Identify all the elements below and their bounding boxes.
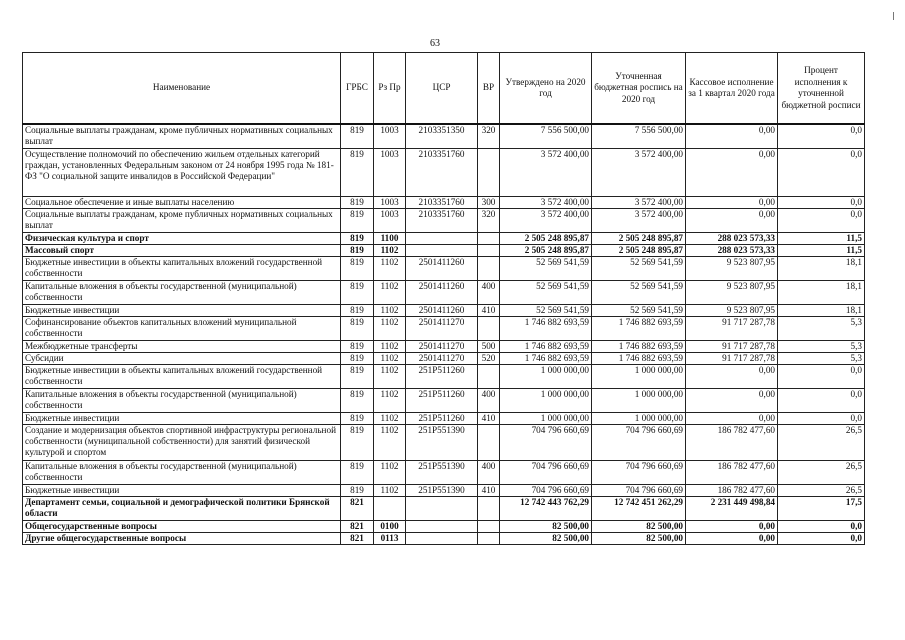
cell-rzpr: 1003 bbox=[374, 149, 406, 197]
cell-percent: 11,5 bbox=[778, 233, 865, 245]
cell-refined: 3 572 400,00 bbox=[592, 149, 686, 197]
cell-percent: 0,0 bbox=[778, 389, 865, 413]
cell-approved: 2 505 248 895,87 bbox=[500, 233, 592, 245]
cell-grbs: 819 bbox=[341, 209, 374, 233]
cell-rzpr: 1102 bbox=[374, 317, 406, 341]
cell-rzpr: 1102 bbox=[374, 281, 406, 305]
cell-cash: 0,00 bbox=[686, 149, 778, 197]
cell-vr bbox=[478, 257, 500, 281]
cell-name: Бюджетные инвестиции bbox=[23, 305, 341, 317]
cell-csr: 2501411270 bbox=[406, 353, 478, 365]
cell-name: Бюджетные инвестиции в объекты капитальных вложений государственной собственности bbox=[23, 365, 341, 389]
cell-percent: 18,1 bbox=[778, 257, 865, 281]
table-row bbox=[23, 485, 865, 497]
cell-refined: 1 746 882 693,59 bbox=[592, 353, 686, 365]
cell-percent: 0,0 bbox=[778, 521, 865, 533]
table-row bbox=[23, 365, 865, 389]
cell-rzpr: 1003 bbox=[374, 124, 406, 149]
cell-approved: 1 746 882 693,59 bbox=[500, 353, 592, 365]
cell-refined: 82 500,00 bbox=[592, 521, 686, 533]
cell-csr bbox=[406, 497, 478, 521]
cell-grbs: 819 bbox=[341, 257, 374, 281]
cell-name: Межбюджетные трансферты bbox=[23, 341, 341, 353]
table-row bbox=[23, 521, 865, 533]
cell-name: Софинансирование объектов капитальных вложений муниципальной собственности bbox=[23, 317, 341, 341]
cell-grbs: 819 bbox=[341, 149, 374, 197]
cell-percent: 5,3 bbox=[778, 317, 865, 341]
cell-csr bbox=[406, 521, 478, 533]
cell-vr: 400 bbox=[478, 461, 500, 485]
cell-vr bbox=[478, 533, 500, 545]
cell-refined: 1 000 000,00 bbox=[592, 389, 686, 413]
cell-approved: 1 000 000,00 bbox=[500, 389, 592, 413]
cell-rzpr: 1102 bbox=[374, 365, 406, 389]
cell-csr: 2103351760 bbox=[406, 209, 478, 233]
cell-rzpr: 1102 bbox=[374, 485, 406, 497]
header-row bbox=[23, 53, 865, 125]
cell-name: Физическая культура и спорт bbox=[23, 233, 341, 245]
cell-rzpr: 1100 bbox=[374, 233, 406, 245]
cell-refined: 2 505 248 895,87 bbox=[592, 233, 686, 245]
cell-cash: 288 023 573,33 bbox=[686, 233, 778, 245]
cell-approved: 1 000 000,00 bbox=[500, 413, 592, 425]
cell-approved: 1 000 000,00 bbox=[500, 365, 592, 389]
cell-approved: 82 500,00 bbox=[500, 533, 592, 545]
table-row bbox=[23, 149, 865, 197]
cell-refined: 1 000 000,00 bbox=[592, 365, 686, 389]
cell-cash: 2 231 449 498,84 bbox=[686, 497, 778, 521]
header-rzpr: Рз Пр bbox=[374, 53, 406, 125]
cell-csr: 2501411270 bbox=[406, 317, 478, 341]
table-row bbox=[23, 209, 865, 233]
header-grbs: ГРБС bbox=[341, 53, 374, 125]
cell-cash: 91 717 287,78 bbox=[686, 317, 778, 341]
cell-rzpr: 1102 bbox=[374, 389, 406, 413]
table-row bbox=[23, 413, 865, 425]
cell-grbs: 819 bbox=[341, 245, 374, 257]
cell-rzpr: 1003 bbox=[374, 209, 406, 233]
cell-vr bbox=[478, 365, 500, 389]
cell-rzpr: 1003 bbox=[374, 197, 406, 209]
cell-rzpr: 0113 bbox=[374, 533, 406, 545]
table-row bbox=[23, 425, 865, 461]
cell-grbs: 819 bbox=[341, 485, 374, 497]
cell-cash: 288 023 573,33 bbox=[686, 245, 778, 257]
cell-approved: 3 572 400,00 bbox=[500, 209, 592, 233]
cell-vr: 410 bbox=[478, 413, 500, 425]
cell-name: Капитальные вложения в объекты государственной (муниципальной) собственности bbox=[23, 461, 341, 485]
cell-name: Бюджетные инвестиции bbox=[23, 413, 341, 425]
cell-approved: 52 569 541,59 bbox=[500, 257, 592, 281]
page-number: 63 bbox=[430, 38, 440, 49]
cell-vr bbox=[478, 521, 500, 533]
table-row bbox=[23, 281, 865, 305]
header-csr: ЦСР bbox=[406, 53, 478, 125]
cell-grbs: 819 bbox=[341, 281, 374, 305]
cell-name: Социальные выплаты гражданам, кроме публичных нормативных социальных выплат bbox=[23, 124, 341, 149]
cell-vr bbox=[478, 425, 500, 461]
cell-name: Социальное обеспечение и иные выплаты населению bbox=[23, 197, 341, 209]
cell-rzpr: 1102 bbox=[374, 353, 406, 365]
cell-vr bbox=[478, 245, 500, 257]
cell-approved: 52 569 541,59 bbox=[500, 305, 592, 317]
cell-percent: 0,0 bbox=[778, 124, 865, 149]
cell-vr: 400 bbox=[478, 389, 500, 413]
cell-name: Капитальные вложения в объекты государственной (муниципальной) собственности bbox=[23, 389, 341, 413]
header-percent: Процент исполнения к уточненной бюджетной росписи bbox=[778, 53, 865, 125]
cell-vr bbox=[478, 317, 500, 341]
cell-approved: 52 569 541,59 bbox=[500, 281, 592, 305]
table-row bbox=[23, 353, 865, 365]
table-row bbox=[23, 233, 865, 245]
header-cash: Кассовое исполнение за 1 квартал 2020 года bbox=[686, 53, 778, 125]
cell-rzpr: 1102 bbox=[374, 461, 406, 485]
cell-grbs: 819 bbox=[341, 124, 374, 149]
cell-csr bbox=[406, 245, 478, 257]
cell-vr: 410 bbox=[478, 305, 500, 317]
cell-cash: 0,00 bbox=[686, 209, 778, 233]
cell-vr bbox=[478, 233, 500, 245]
cell-csr bbox=[406, 533, 478, 545]
cell-approved: 2 505 248 895,87 bbox=[500, 245, 592, 257]
cell-csr: 251P511260 bbox=[406, 389, 478, 413]
cell-vr: 410 bbox=[478, 485, 500, 497]
cell-csr: 2501411260 bbox=[406, 281, 478, 305]
cell-rzpr: 1102 bbox=[374, 257, 406, 281]
header-vr: ВР bbox=[478, 53, 500, 125]
cell-cash: 0,00 bbox=[686, 124, 778, 149]
cell-percent: 26,5 bbox=[778, 485, 865, 497]
cell-csr: 251P511260 bbox=[406, 413, 478, 425]
cell-name: Департамент семьи, социальной и демографической политики Брянской области bbox=[23, 497, 341, 521]
cell-rzpr: 1102 bbox=[374, 305, 406, 317]
cell-vr: 400 bbox=[478, 281, 500, 305]
cell-percent: 0,0 bbox=[778, 533, 865, 545]
cell-refined: 52 569 541,59 bbox=[592, 305, 686, 317]
cell-grbs: 819 bbox=[341, 305, 374, 317]
cell-percent: 17,5 bbox=[778, 497, 865, 521]
cell-vr: 320 bbox=[478, 209, 500, 233]
cell-csr: 2501411270 bbox=[406, 341, 478, 353]
table-row bbox=[23, 305, 865, 317]
cell-csr: 251P511260 bbox=[406, 365, 478, 389]
cell-cash: 186 782 477,60 bbox=[686, 485, 778, 497]
cell-csr: 2103351760 bbox=[406, 149, 478, 197]
cell-vr bbox=[478, 497, 500, 521]
header-refined: Уточненная бюджетная роспись на 2020 год bbox=[592, 53, 686, 125]
cell-csr: 2501411260 bbox=[406, 305, 478, 317]
cell-rzpr: 1102 bbox=[374, 245, 406, 257]
cell-grbs: 819 bbox=[341, 413, 374, 425]
cell-percent: 0,0 bbox=[778, 149, 865, 197]
table-row bbox=[23, 197, 865, 209]
cell-cash: 0,00 bbox=[686, 521, 778, 533]
cell-grbs: 819 bbox=[341, 353, 374, 365]
cell-grbs: 819 bbox=[341, 425, 374, 461]
cell-refined: 1 746 882 693,59 bbox=[592, 341, 686, 353]
cell-name: Другие общегосударственные вопросы bbox=[23, 533, 341, 545]
cell-rzpr: 1102 bbox=[374, 425, 406, 461]
cell-name: Создание и модернизация объектов спортивной инфраструктуры региональной собственности (муниципальной собственности) для занятий физической культурой и спортом bbox=[23, 425, 341, 461]
cell-percent: 18,1 bbox=[778, 281, 865, 305]
cell-name: Бюджетные инвестиции в объекты капитальных вложений государственной собственности bbox=[23, 257, 341, 281]
cell-refined: 3 572 400,00 bbox=[592, 197, 686, 209]
cell-approved: 1 746 882 693,59 bbox=[500, 317, 592, 341]
cell-cash: 9 523 807,95 bbox=[686, 281, 778, 305]
cell-cash: 0,00 bbox=[686, 197, 778, 209]
cell-cash: 0,00 bbox=[686, 413, 778, 425]
cell-percent: 0,0 bbox=[778, 209, 865, 233]
cell-name: Бюджетные инвестиции bbox=[23, 485, 341, 497]
cell-percent: 11,5 bbox=[778, 245, 865, 257]
cell-rzpr: 1102 bbox=[374, 413, 406, 425]
cell-rzpr bbox=[374, 497, 406, 521]
cell-refined: 12 742 451 262,29 bbox=[592, 497, 686, 521]
cell-grbs: 819 bbox=[341, 461, 374, 485]
cell-grbs: 819 bbox=[341, 389, 374, 413]
cell-csr bbox=[406, 233, 478, 245]
cell-refined: 704 796 660,69 bbox=[592, 461, 686, 485]
table-row bbox=[23, 461, 865, 485]
table-row bbox=[23, 497, 865, 521]
header-approved: Утверждено на 2020 год bbox=[500, 53, 592, 125]
cell-csr: 251P551390 bbox=[406, 461, 478, 485]
cell-refined: 1 746 882 693,59 bbox=[592, 317, 686, 341]
cell-grbs: 821 bbox=[341, 521, 374, 533]
cell-approved: 704 796 660,69 bbox=[500, 425, 592, 461]
cell-csr: 2103351760 bbox=[406, 197, 478, 209]
cell-approved: 3 572 400,00 bbox=[500, 197, 592, 209]
cell-percent: 0,0 bbox=[778, 365, 865, 389]
cell-name: Капитальные вложения в объекты государственной (муниципальной) собственности bbox=[23, 281, 341, 305]
table-row bbox=[23, 533, 865, 545]
cell-approved: 1 746 882 693,59 bbox=[500, 341, 592, 353]
cell-name: Общегосударственные вопросы bbox=[23, 521, 341, 533]
budget-table bbox=[22, 52, 865, 545]
cell-approved: 704 796 660,69 bbox=[500, 461, 592, 485]
cell-grbs: 819 bbox=[341, 365, 374, 389]
table-row bbox=[23, 389, 865, 413]
cell-approved: 704 796 660,69 bbox=[500, 485, 592, 497]
edge-mark bbox=[893, 12, 894, 20]
cell-cash: 186 782 477,60 bbox=[686, 461, 778, 485]
table-row bbox=[23, 124, 865, 149]
table-row bbox=[23, 341, 865, 353]
cell-vr bbox=[478, 149, 500, 197]
cell-grbs: 819 bbox=[341, 341, 374, 353]
cell-approved: 12 742 443 762,29 bbox=[500, 497, 592, 521]
cell-grbs: 819 bbox=[341, 317, 374, 341]
cell-refined: 7 556 500,00 bbox=[592, 124, 686, 149]
cell-vr: 500 bbox=[478, 341, 500, 353]
cell-refined: 704 796 660,69 bbox=[592, 425, 686, 461]
cell-cash: 91 717 287,78 bbox=[686, 353, 778, 365]
cell-csr: 251P551390 bbox=[406, 425, 478, 461]
cell-refined: 52 569 541,59 bbox=[592, 281, 686, 305]
cell-percent: 18,1 bbox=[778, 305, 865, 317]
cell-refined: 52 569 541,59 bbox=[592, 257, 686, 281]
cell-grbs: 819 bbox=[341, 197, 374, 209]
cell-percent: 26,5 bbox=[778, 461, 865, 485]
table-row bbox=[23, 257, 865, 281]
cell-approved: 3 572 400,00 bbox=[500, 149, 592, 197]
cell-vr: 520 bbox=[478, 353, 500, 365]
cell-cash: 0,00 bbox=[686, 533, 778, 545]
cell-rzpr: 1102 bbox=[374, 341, 406, 353]
table-body bbox=[23, 124, 865, 545]
cell-grbs: 821 bbox=[341, 533, 374, 545]
cell-refined: 704 796 660,69 bbox=[592, 485, 686, 497]
cell-refined: 3 572 400,00 bbox=[592, 209, 686, 233]
cell-refined: 2 505 248 895,87 bbox=[592, 245, 686, 257]
cell-refined: 1 000 000,00 bbox=[592, 413, 686, 425]
table-row bbox=[23, 317, 865, 341]
cell-percent: 5,3 bbox=[778, 341, 865, 353]
cell-approved: 82 500,00 bbox=[500, 521, 592, 533]
cell-name: Субсидии bbox=[23, 353, 341, 365]
cell-name: Осуществление полномочий по обеспечению жильем отдельных категорий граждан, установленных Федеральным законом от 24 ноября 1995 года № 181-ФЗ "О социальной защите инвалидов в Российской Федерации" bbox=[23, 149, 341, 197]
cell-cash: 0,00 bbox=[686, 389, 778, 413]
cell-refined: 82 500,00 bbox=[592, 533, 686, 545]
cell-percent: 5,3 bbox=[778, 353, 865, 365]
cell-percent: 26,5 bbox=[778, 425, 865, 461]
cell-csr: 2103351350 bbox=[406, 124, 478, 149]
cell-name: Массовый спорт bbox=[23, 245, 341, 257]
cell-rzpr: 0100 bbox=[374, 521, 406, 533]
table-row bbox=[23, 245, 865, 257]
cell-percent: 0,0 bbox=[778, 413, 865, 425]
cell-csr: 2501411260 bbox=[406, 257, 478, 281]
cell-csr: 251P551390 bbox=[406, 485, 478, 497]
cell-cash: 9 523 807,95 bbox=[686, 305, 778, 317]
cell-grbs: 819 bbox=[341, 233, 374, 245]
cell-name: Социальные выплаты гражданам, кроме публичных нормативных социальных выплат bbox=[23, 209, 341, 233]
cell-approved: 7 556 500,00 bbox=[500, 124, 592, 149]
cell-cash: 0,00 bbox=[686, 365, 778, 389]
header-name: Наименование bbox=[23, 53, 341, 125]
cell-cash: 91 717 287,78 bbox=[686, 341, 778, 353]
cell-grbs: 821 bbox=[341, 497, 374, 521]
cell-vr: 320 bbox=[478, 124, 500, 149]
cell-cash: 9 523 807,95 bbox=[686, 257, 778, 281]
cell-vr: 300 bbox=[478, 197, 500, 209]
cell-cash: 186 782 477,60 bbox=[686, 425, 778, 461]
cell-percent: 0,0 bbox=[778, 197, 865, 209]
